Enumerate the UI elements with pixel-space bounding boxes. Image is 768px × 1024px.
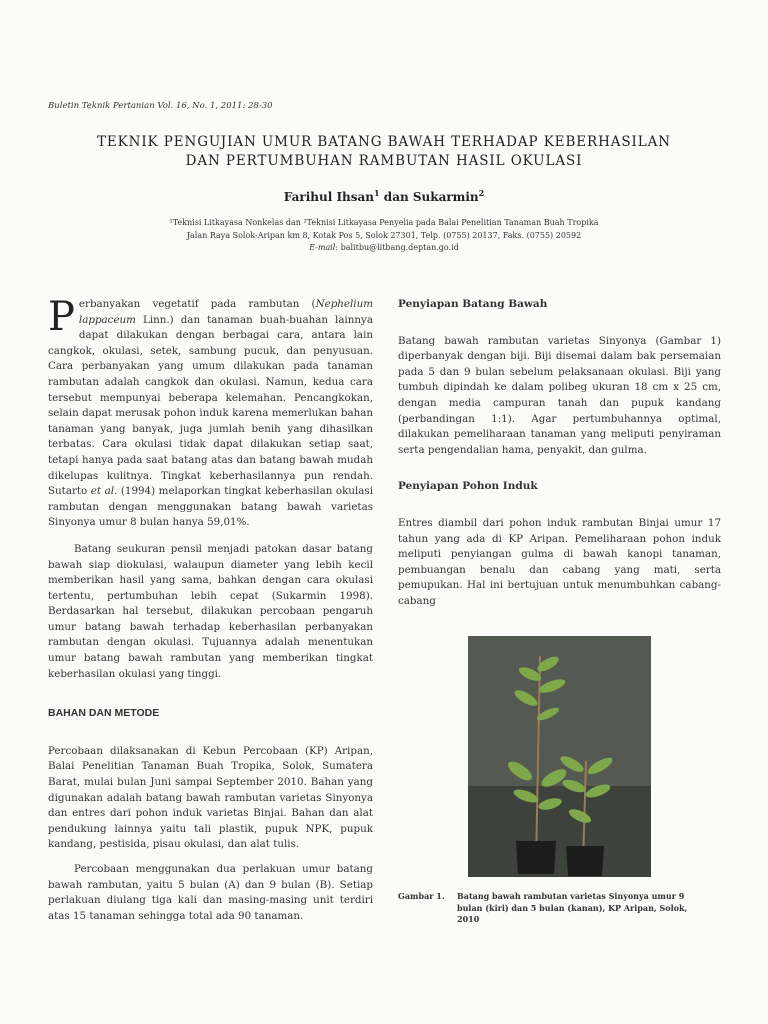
seedlings-photo-illustration [468,636,651,877]
title-line-2: DAN PERTUMBUHAN RAMBUTAN HASIL OKULASI [185,153,583,169]
title-line-1: TEKNIK PENGUJIAN UMUR BATANG BAWAH TERHADAP KEBERHASILAN [96,134,672,150]
intro-text-c: (1994) melaporkan tingkat keberhasilan okulasi rambutan dengan menggunakan batang bawah varietas Sinyonya umur 8 bulan hanya 59,01%. [48,485,373,529]
species-name: Nephelium lappaceum [78,298,373,326]
subheading-mother-tree: Penyiapan Pohon Induk [398,480,538,493]
methods-paragraph-2: Percobaan menggunakan dua perlakuan umur batang bawah rambutan, yaitu 5 bulan (A) dan 9 bulan (B). Setiap perlakuan diulang tiga kali dan masing-masing unit terdiri atas 15 tanaman sehingga total ada 90 tanaman. [48,863,373,922]
email-address: : balitbu@litbang.deptan.go.id [335,243,459,252]
affiliation-line-2: Jalan Raya Solok-Aripan km 8, Kotak Pos 5, Solok 27301, Telp. (0755) 20137, Faks. (0755) 20592 [186,230,582,240]
methods-paragraph-1: Percobaan dilaksanakan di Kebun Percobaan (KP) Aripan, Balai Penelitian Tanaman Buah Tropika, Solok, Sumatera Barat, mulai bulan Juni sampai September 2010. Bahan yang digunakan adalah batang bawah rambutan varietas Sinyonya dan entres dari pohon induk varietas Binjai. Bahan dan alat pendukung lainnya yaitu tali plastik, pupuk NPK, pupuk kandang, pestisida, pisau okulasi, dan alat tulis. [48,744,373,851]
intro-text-a: erbanyakan vegetatif pada rambutan ( [78,298,316,310]
paper-title [40,133,728,171]
mother-tree-paragraph: Entres diambil dari pohon induk rambutan Binjai umur 17 tahun yang ada di KP Aripan. Pemeliharaan pohon induk meliputi penyiangan gulma di bawah kanopi tanaman, pembuangan benalu dan cabang yang mati, serta pemupukan. Hal ini bertujuan untuk menumbuhkan cabang-cabang [398,516,721,607]
affiliation-line-1: ¹Teknisi Litkayasa Nonkelas dan ²Teknisi Litkayasa Penyelia pada Balai Penelitian Tanaman Buah Tropika [169,218,599,227]
intro-text-b: Linn.) dan tanaman buah-buahan lainnya dapat dilakukan dengan berbagai cara, antara lain cangkok, okulasi, setek, sambung pucuk, dan penyusuan. Cara perbanyakan yang umum dilakukan pada tanaman rambutan adalah cangkok dan okulasi. Namun, kedua cara tersebut mempunyai beberapa kelemahan. Pencangkokan, selain dapat merusak pohon induk karena memerlukan bahan tanaman yang banyak, juga jumlah benih yang dihasilkan terbatas. Cara okulasi tidak dapat dilakukan setiap saat, tetapi hanya pada saat batang atas dan batang bawah mudah dikelupas kulitnya. Tingkat keberhasilannya pun rendah. Sutarto [48,313,373,498]
affiliation [40,217,728,255]
author-1: Farihul Ihsan [283,190,375,204]
figure-label: Gambar 1. [398,891,445,901]
author-2: Sukarmin [412,190,479,204]
intro-paragraph-2: Batang seukuran pensil menjadi patokan dasar batang bawah siap diokulasi, walaupun diameter yang lebih kecil memberikan hasil yang sama, bahkan dengan cara okulasi tertentu, pertumbuhan lebih cepat (Sukarmin 1998). Berdasarkan hal tersebut, dilakukan percobaan pengaruh umur batang bawah terhadap keberhasilan perbanyakan rambutan dengan okulasi. Tujuannya adalah menentukan umur batang bawah rambutan yang memberikan tingkat keberhasilan okulasi yang tinggi. [48,542,373,680]
figure-caption-text: Batang bawah rambutan varietas Sinyonya umur 9 bulan (kiri) dan 5 bulan (kanan), KP Aripan, Solok, 2010 [457,891,688,924]
et-al: et al. [90,485,118,498]
subheading-rootstock: Penyiapan Batang Bawah [398,298,548,310]
authors-and: dan [379,190,413,204]
rootstock-paragraph: Batang bawah rambutan varietas Sinyonya (Gambar 1) diperbanyak dengan biji. Biji disemai dalam bak persemaian pada 5 dan 9 bulan sebelum pelaksanaan okulasi. Biji yang tumbuh dipindah ke dalam polibeg ukuran 18 cm x 25 cm, dengan media campuran tanah dan pupuk kandang (perbandingan 1:1). Agar pertumbuhannya optimal, dilakukan pemeliharaan tanaman yang meliputi penyiraman serta pengendalian hama, penyakit, dan gulma. [398,334,721,456]
left-column [48,294,373,933]
figure-photo [468,636,651,877]
drop-cap: P [48,294,75,340]
journal-citation: Buletin Teknik Pertanian Vol. 16, No. 1, 2011: 28-30 [48,101,273,111]
right-column [398,297,721,619]
author-2-mark: 2 [478,188,485,198]
affiliation-email [40,242,728,255]
authors [40,188,728,204]
section-heading-methods: BAHAN DAN METODE [48,707,160,720]
intro-paragraph-1 [48,294,373,531]
author-1-mark: 1 [374,188,380,198]
email-label: E-mail [309,243,336,252]
